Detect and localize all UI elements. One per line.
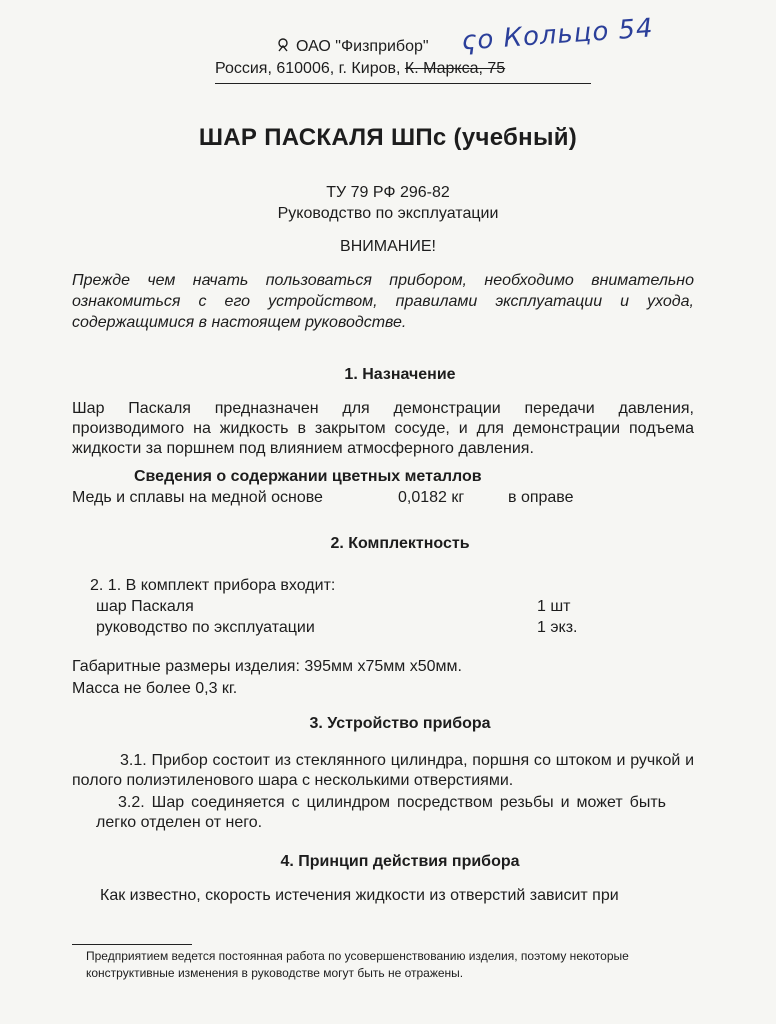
section-4-heading: 4. Принцип действия прибора — [280, 853, 520, 870]
metals-name: Медь и сплавы на медной основе — [72, 489, 323, 506]
kit-item-name: руководство по эксплуатации — [96, 619, 315, 636]
company-logo-icon — [276, 38, 290, 52]
kit-item-qty: 1 шт — [537, 598, 571, 615]
tu-code: ТУ 79 РФ 296-82 — [326, 184, 450, 201]
dimensions-text: Габаритные размеры изделия: 395мм х75мм х50мм. — [72, 658, 462, 675]
kit-item-qty: 1 экз. — [537, 619, 578, 636]
struck-street: К. Маркса, 75 — [404, 60, 506, 77]
kit-intro: 2. 1. В комплект прибора входит: — [90, 577, 336, 594]
company-line — [276, 38, 429, 56]
address-overtype: 6 — [320, 60, 330, 77]
footnote: Предприятием ведется постоянная работа по усовершенствованию изделия, поэтому некоторые конструктивные изменения в руководстве могут быть не отражены. — [86, 949, 629, 980]
section-4-text: Как известно, скорость истечения жидкости из отверстий зависит при — [100, 887, 619, 904]
handwritten-note: ҁо Кольцо 54 — [461, 13, 655, 57]
section-2-heading: 2. Комплектность — [330, 535, 470, 552]
metals-heading: Сведения о содержании цветных металлов — [134, 468, 482, 485]
attention-heading: ВНИМАНИЕ! — [340, 238, 436, 255]
company-name: ОАО "Физприбор" — [296, 38, 429, 55]
mass-text: Масса не более 0,3 кг. — [72, 680, 238, 697]
company-address: Россия, 610006, г. Киров, К. Маркса, 75 — [215, 60, 506, 77]
section-3-2-text: 3.2. Шар соединяется с цилиндром посредством резьбы и может быть легко отделен от него. — [96, 794, 666, 831]
document-title: ШАР ПАСКАЛЯ ШПс (учебный) — [198, 124, 578, 151]
kit-item-name: шар Паскаля — [96, 598, 194, 615]
metals-place: в оправе — [508, 489, 574, 506]
section-3-heading: 3. Устройство прибора — [309, 715, 491, 732]
footnote-rule — [72, 944, 192, 945]
intro-paragraph: Прежде чем начать пользоваться прибором, необходимо внимательно ознакомиться с его устройством, правилами эксплуатации и ухода, содержащимися в настоящем руководстве. — [72, 272, 694, 331]
manual-label: Руководство по эксплуатации — [277, 205, 499, 222]
metals-value: 0,0182 кг — [398, 489, 465, 506]
section-1-text: Шар Паскаля предназначен для демонстрации передачи давления, производимого на жидкость в закрытом сосуде, и для демонстрации подъема жидкости за поршнем под влиянием атмосферного давления. — [72, 400, 694, 457]
header-rule — [215, 83, 591, 84]
metals-row — [72, 489, 574, 507]
section-3-1-text: 3.1. Прибор состоит из стеклянного цилиндра, поршня со штоком и ручкой и полого полиэтиленового шара с несколькими отверстиями. — [72, 752, 694, 789]
section-1-heading: 1. Назначение — [344, 366, 456, 383]
